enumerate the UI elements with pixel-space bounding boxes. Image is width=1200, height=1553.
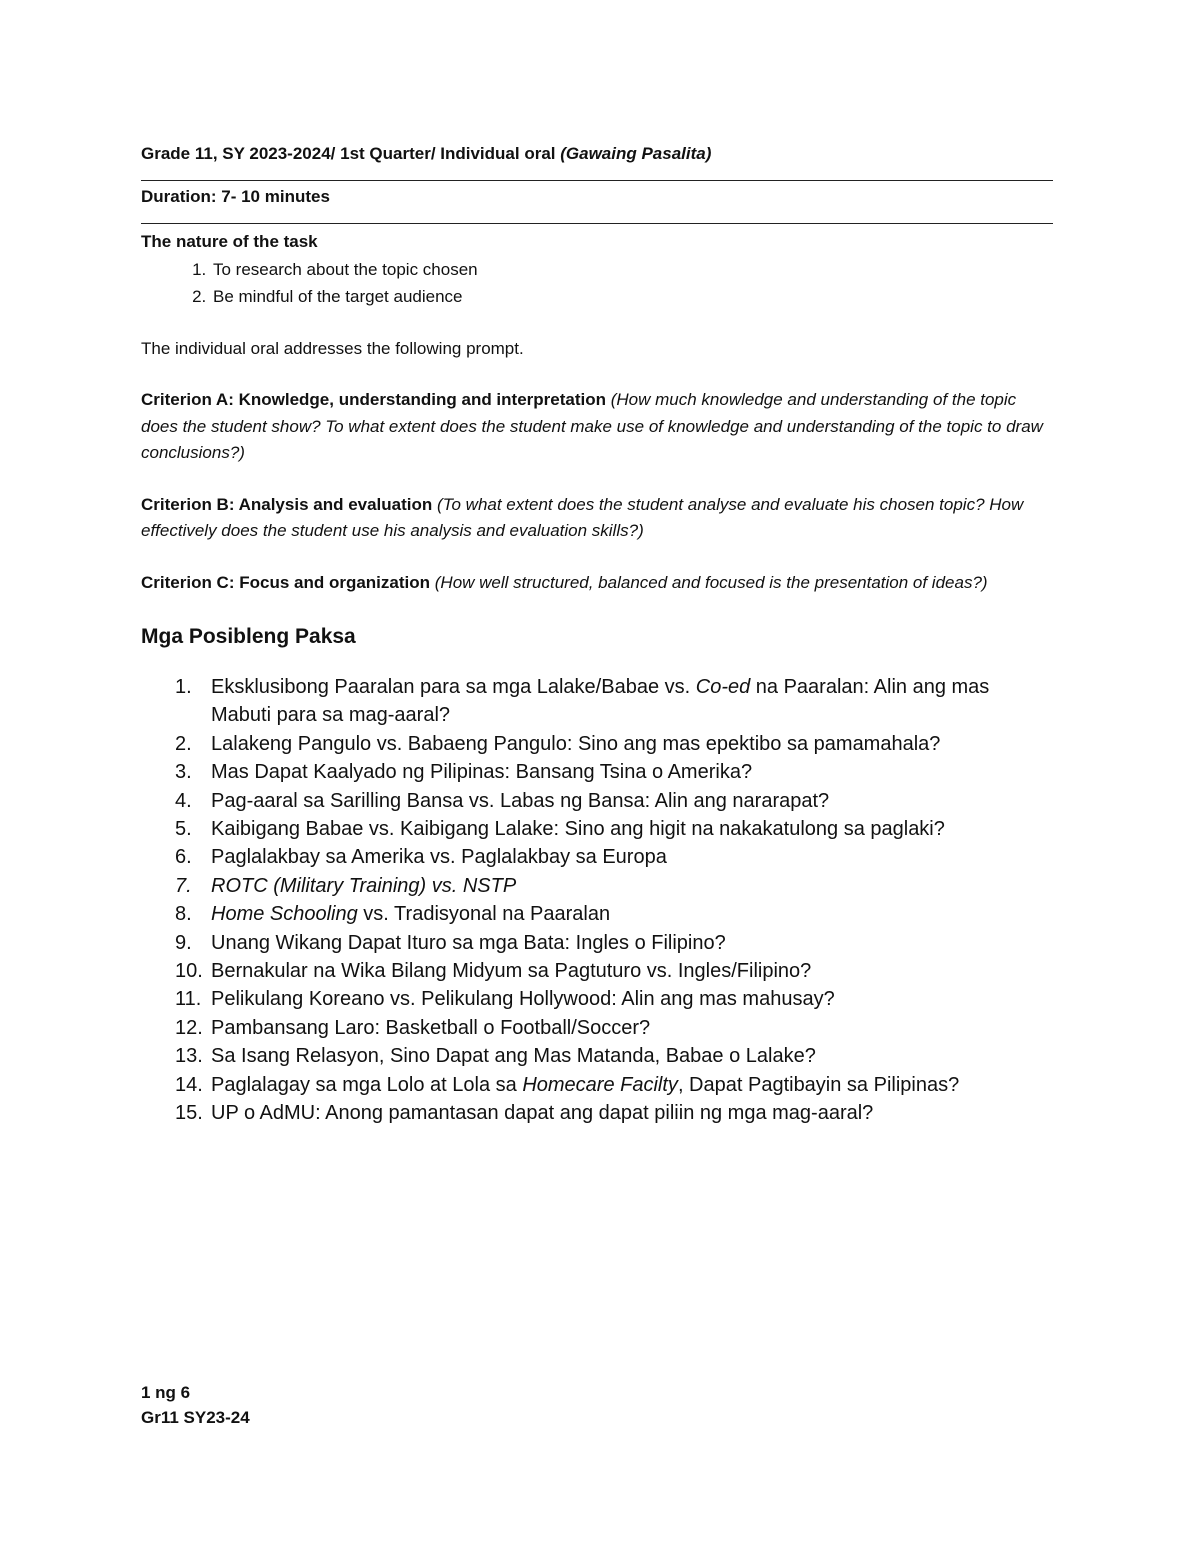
item-text: Paglalakbay sa Amerika vs. Paglalakbay sa Europa <box>211 846 667 869</box>
item-text: Eksklusibong Paaralan para sa mga Lalake/Babae vs. <box>211 676 696 698</box>
list-item <box>141 843 1053 871</box>
item-number: 10. <box>175 960 203 983</box>
list-item: 1. To research about the topic chosen <box>211 256 1053 283</box>
topics-list <box>141 673 1053 1128</box>
item-text: Mas Dapat Kaalyado ng Pilipinas: Bansang Tsina o Amerika? <box>211 761 753 784</box>
criterion-label: Criterion C: Focus and organization <box>141 572 431 592</box>
item-text: Paglalagay sa mga Lolo at Lola sa <box>211 1073 523 1096</box>
prompt-text: The individual oral addresses the following prompt. <box>141 339 524 358</box>
item-text: Sa Isang Relasyon, Sino Dapat ang Mas Matanda, Babae o Lalake? <box>211 1045 816 1068</box>
item-number: 8. <box>175 903 192 926</box>
duration-line: Duration: 7- 10 minutes <box>141 187 330 206</box>
page-number: 1 ng 6 <box>141 1383 191 1402</box>
item-text: vs. Tradisyonal na Paaralan <box>357 903 611 926</box>
list-item <box>141 815 1053 843</box>
item-number: 3. <box>175 761 192 784</box>
topics-heading: Mga Posibleng Paksa <box>141 625 356 648</box>
divider-rule <box>141 223 1053 224</box>
criterion-label: Criterion B: Analysis and evaluation <box>141 494 433 514</box>
item-number: 2. <box>175 732 192 755</box>
item-text: ROTC (Military Training) vs. NSTP <box>211 874 517 897</box>
list-item <box>141 1014 1053 1042</box>
nature-title: The nature of the task <box>141 232 318 251</box>
list-item <box>141 900 1053 928</box>
list-item <box>141 1071 1053 1099</box>
item-number: 12. <box>175 1016 203 1039</box>
list-item <box>141 758 1053 786</box>
document-code: Gr11 SY23-24 <box>141 1408 250 1427</box>
list-item <box>141 787 1053 815</box>
criterion-description: (To what extent does the student analyse and evaluate his chosen topic? How effectively does the student use his analysis and evaluation skills?) <box>141 494 1024 540</box>
list-item <box>141 673 1053 730</box>
item-number: 7. <box>175 874 192 897</box>
item-number: 6. <box>175 846 192 869</box>
list-item <box>141 929 1053 957</box>
list-item <box>141 985 1053 1013</box>
divider-rule <box>141 180 1053 181</box>
criterion-label: Criterion A: Knowledge, understanding and interpretation <box>141 390 606 409</box>
item-number: 14. <box>175 1073 203 1096</box>
item-italic: Home Schooling <box>211 903 358 926</box>
item-text: Pelikulang Koreano vs. Pelikulang Hollywood: Alin ang mas mahusay? <box>211 988 835 1011</box>
item-text: Pag-aaral sa Sarilling Bansa vs. Labas ng Bansa: Alin ang nararapat? <box>211 789 830 812</box>
item-number: 15. <box>175 1102 203 1125</box>
title-main: Grade 11, SY 2023-2024/ 1st Quarter/ Individual oral <box>141 144 556 163</box>
item-italic: Homecare Facilty <box>522 1073 678 1096</box>
item-text: UP o AdMU: Anong pamantasan dapat ang dapat piliin ng mga mag-aaral? <box>211 1102 874 1125</box>
item-text: Lalakeng Pangulo vs. Babaeng Pangulo: Sino ang mas epektibo sa pamamahala? <box>211 732 941 755</box>
item-number: 1. <box>175 676 192 698</box>
item-text: na Paaralan: Alin ang mas Mabuti para sa mag-aaral? <box>211 676 990 727</box>
criterion-a <box>141 387 1053 467</box>
criterion-c <box>141 570 1053 597</box>
document-page <box>141 140 1053 1128</box>
list-item <box>141 1042 1053 1070</box>
title-italic: (Gawaing Pasalita) <box>560 144 712 163</box>
item-text: Pambansang Laro: Basketball o Football/Soccer? <box>211 1016 651 1039</box>
item-number: 4. <box>175 789 192 812</box>
item-number: 13. <box>175 1045 203 1068</box>
list-item: 2. Be mindful of the target audience <box>211 283 1053 310</box>
item-number: 9. <box>175 931 192 954</box>
item-text: Bernakular na Wika Bilang Midyum sa Pagtuturo vs. Ingles/Filipino? <box>211 960 812 983</box>
item-italic: Co-ed <box>695 676 751 698</box>
nature-list <box>141 256 1053 310</box>
list-item <box>141 1099 1053 1127</box>
criterion-description: (How well structured, balanced and focused is the presentation of ideas?) <box>434 572 988 592</box>
criterion-b <box>141 492 1053 545</box>
criterion-description: (How much knowledge and understanding of the topic does the student show? To what extent does the student make use of knowledge and understanding of the topic to draw conclusions?) <box>141 390 1043 462</box>
page-footer <box>141 1380 250 1430</box>
list-item <box>141 730 1053 758</box>
item-text: , Dapat Pagtibayin sa Pilipinas? <box>677 1073 960 1096</box>
item-text: Unang Wikang Dapat Ituro sa mga Bata: Ingles o Filipino? <box>211 931 726 954</box>
item-number: 5. <box>175 818 192 841</box>
list-item <box>141 872 1053 900</box>
item-text: Kaibigang Babae vs. Kaibigang Lalake: Sino ang higit na nakakatulong sa paglaki? <box>211 818 945 841</box>
list-item <box>141 957 1053 985</box>
document-title <box>141 142 1053 166</box>
item-number: 11. <box>175 988 202 1011</box>
